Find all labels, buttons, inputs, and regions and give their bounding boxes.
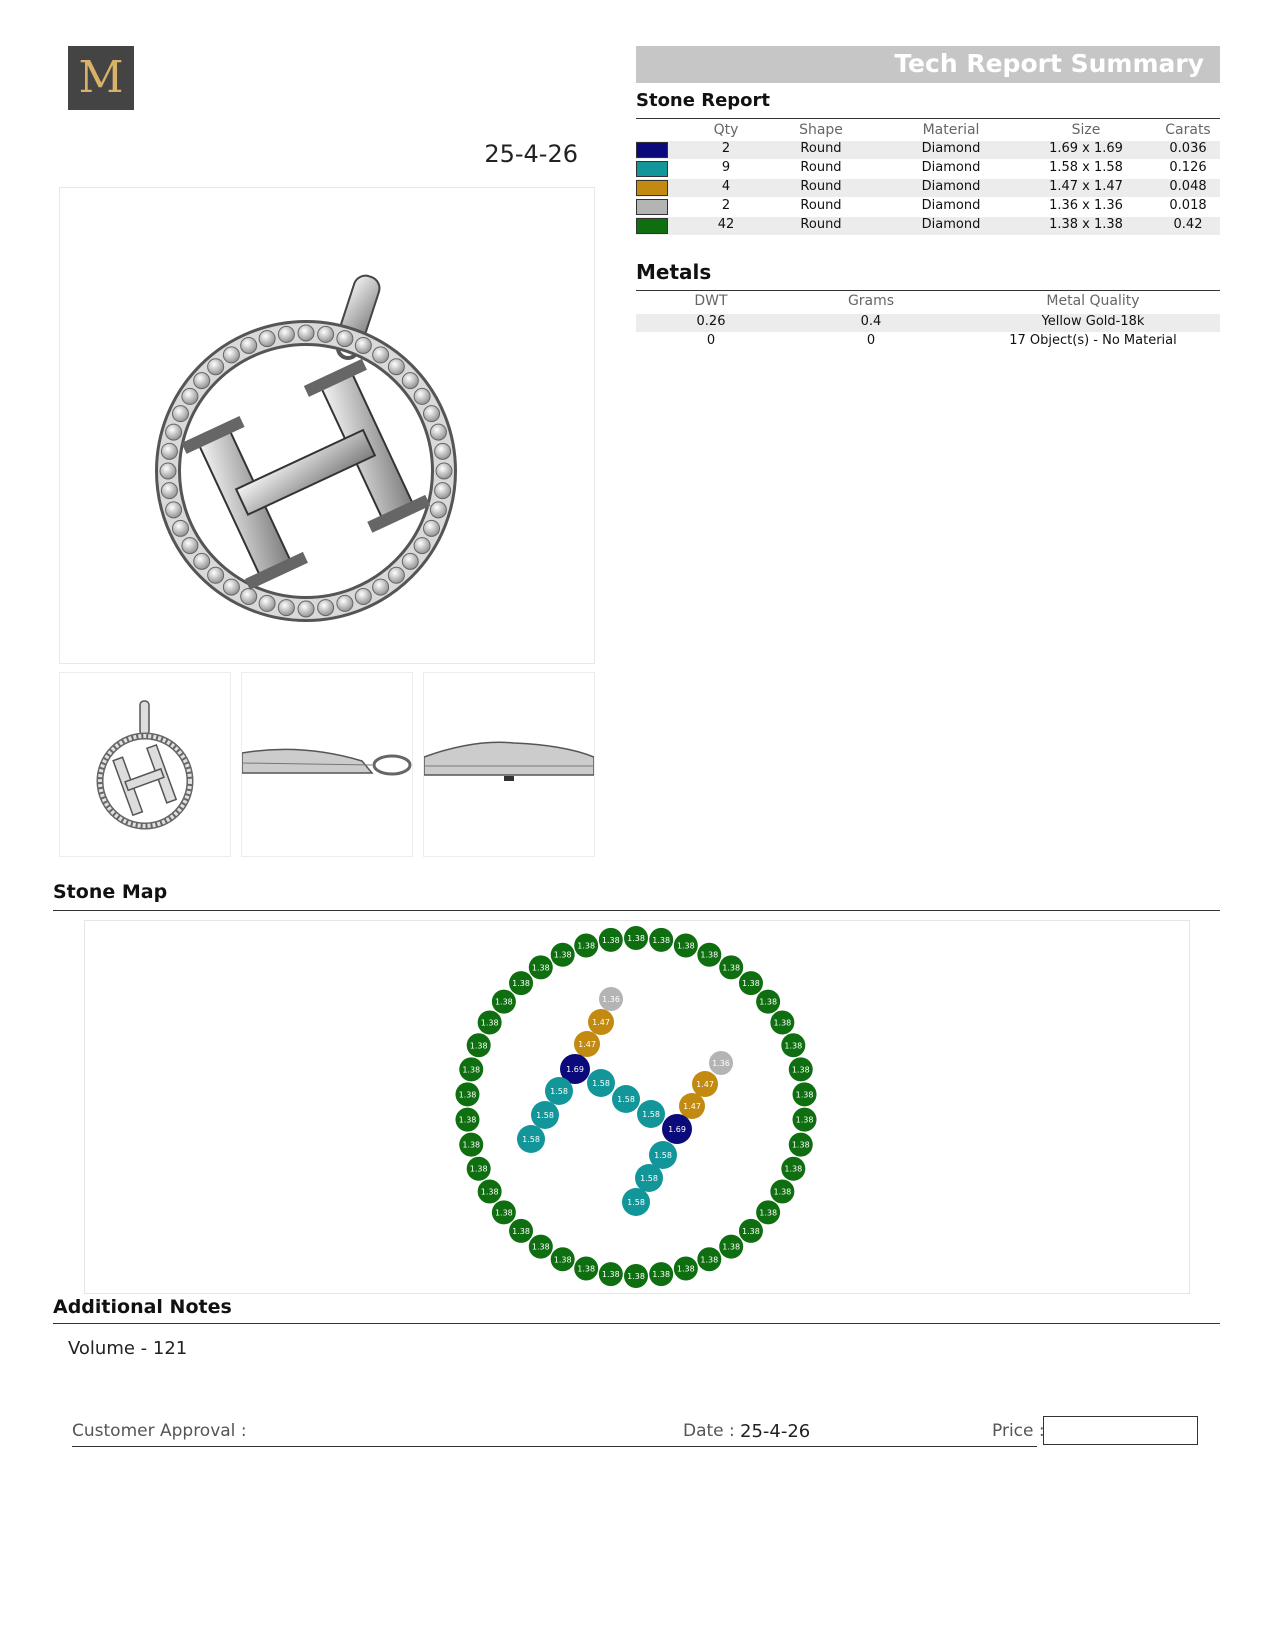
customer-approval-label: Customer Approval : [72, 1421, 247, 1441]
ring-gem [182, 538, 198, 554]
ring-gem [435, 443, 451, 459]
map-stone-gold [588, 1009, 614, 1035]
map-stone-green [509, 971, 533, 995]
map-stone-green-label: 1.38 [512, 979, 530, 989]
map-stone-teal [637, 1100, 665, 1128]
map-stone-green [789, 1057, 813, 1081]
ring-gem [430, 502, 446, 518]
cell-size: 1.47 x 1.47 [1049, 179, 1123, 194]
logo-letter: M [78, 52, 124, 103]
ring-gem [223, 347, 239, 363]
ring-gem [318, 600, 334, 616]
map-stone-green [478, 1180, 502, 1204]
map-stone-green-label: 1.38 [676, 941, 695, 951]
thumbnail-front-view[interactable] [59, 672, 231, 857]
ring-gem [161, 483, 177, 499]
main-render-view [59, 187, 595, 664]
map-stone-green [756, 990, 780, 1014]
map-stone-green [719, 1235, 743, 1259]
ring-gem [182, 388, 198, 404]
ring-gem [298, 601, 314, 617]
ring-gem [194, 553, 210, 569]
ring-gem [430, 424, 446, 440]
map-stone-teal [545, 1077, 573, 1105]
cell-carats: 0.018 [1169, 198, 1207, 213]
color-swatch [636, 142, 668, 158]
map-stone-green-label: 1.38 [676, 1264, 695, 1274]
map-stone-green [770, 1180, 794, 1204]
map-stone-green [551, 943, 575, 967]
stone-map-diagram [85, 921, 1189, 1293]
map-stone-green-label: 1.38 [494, 1208, 513, 1218]
map-stone-green [467, 1033, 491, 1057]
map-stone-green-label: 1.38 [722, 1242, 741, 1252]
ring-gem [355, 589, 371, 605]
map-stone-gray-label: 1.36 [602, 995, 620, 1004]
cell-dwt: 0.26 [696, 314, 726, 329]
map-stone-green-label: 1.38 [531, 963, 550, 973]
map-stone-green-label: 1.38 [601, 935, 620, 945]
map-stone-green-label: 1.38 [722, 963, 741, 973]
map-stone-green [529, 1235, 553, 1259]
stone-report-divider [636, 118, 1220, 119]
map-stone-green-label: 1.38 [742, 1226, 760, 1236]
map-stone-green-label: 1.38 [462, 1140, 481, 1150]
report-title-bar [636, 46, 1220, 83]
price-field[interactable] [1043, 1416, 1198, 1445]
ring-gem [424, 520, 440, 536]
cell-material: Diamond [921, 160, 981, 175]
map-stone-gold [679, 1093, 705, 1119]
map-stone-teal-label: 1.58 [592, 1079, 610, 1088]
cell-size: 1.58 x 1.58 [1049, 160, 1123, 175]
cell-grams: 0 [866, 333, 876, 348]
ring-gem [208, 359, 224, 375]
map-stone-green [459, 1133, 483, 1157]
ring-gem [388, 359, 404, 375]
table-row [636, 141, 1220, 159]
map-stone-gold [574, 1031, 600, 1057]
cell-grams: 0.4 [860, 314, 882, 329]
ring-gem [241, 589, 257, 605]
date-value: 25-4-26 [740, 1421, 811, 1442]
map-stone-green [739, 971, 763, 995]
map-stone-teal-label: 1.58 [640, 1174, 658, 1183]
ring-gem [402, 373, 418, 389]
ring-gem [259, 331, 275, 347]
map-stone-green [649, 1262, 673, 1286]
metals-divider [636, 290, 1220, 291]
ring-gem [318, 326, 334, 342]
cell-qty: 4 [721, 179, 731, 194]
cell-dwt: 0 [706, 333, 716, 348]
map-stone-green-label: 1.38 [577, 941, 596, 951]
map-stone-teal-label: 1.58 [627, 1198, 645, 1207]
thumbnail-side-view[interactable] [241, 672, 413, 857]
ring-gem [337, 331, 353, 347]
col-qty: Qty [713, 122, 739, 138]
col-metal-quality: Metal Quality [1046, 293, 1140, 309]
col-material: Material [922, 122, 980, 138]
report-title: Tech Report Summary [894, 49, 1204, 78]
map-stone-teal [531, 1101, 559, 1129]
map-stone-green [789, 1133, 813, 1157]
notes-divider [53, 1323, 1220, 1324]
map-stone-teal-label: 1.58 [550, 1087, 568, 1096]
ring-gem [259, 595, 275, 611]
map-stone-green [529, 955, 553, 979]
stone-map-heading: Stone Map [53, 881, 168, 903]
map-stone-green [478, 1011, 502, 1035]
table-row [636, 217, 1220, 235]
ring-gem [172, 406, 188, 422]
map-stone-green [509, 1219, 533, 1243]
map-stone-green [624, 926, 648, 950]
cell-carats: 0.048 [1169, 179, 1207, 194]
map-stone-green-label: 1.38 [791, 1140, 810, 1150]
map-stone-gold-label: 1.47 [578, 1040, 596, 1049]
map-stone-green-label: 1.38 [773, 1018, 792, 1028]
ring-gem [160, 463, 176, 479]
map-stone-green-label: 1.38 [773, 1187, 792, 1197]
map-stone-green [781, 1157, 805, 1181]
map-stone-green-label: 1.38 [784, 1164, 803, 1174]
map-stone-gold-label: 1.47 [683, 1102, 701, 1111]
cell-qty: 2 [721, 141, 731, 156]
ring-gem [373, 579, 389, 595]
cell-material: Diamond [921, 179, 981, 194]
ring-gem [161, 443, 177, 459]
map-stone-green [574, 1256, 598, 1280]
map-stone-green [459, 1057, 483, 1081]
metals-table-header [636, 293, 1220, 311]
color-swatch [636, 180, 668, 196]
ring-gem [172, 520, 188, 536]
ring-gem [388, 567, 404, 583]
map-stone-green [492, 990, 516, 1014]
map-stone-green [674, 934, 698, 958]
cell-qty: 2 [721, 198, 731, 213]
ring-gem [278, 600, 294, 616]
cell-carats: 0.036 [1169, 141, 1207, 156]
map-stone-green [739, 1219, 763, 1243]
side-view-render [242, 673, 412, 856]
ring-gem [402, 553, 418, 569]
map-stone-green [455, 1082, 479, 1106]
cell-shape: Round [800, 217, 842, 232]
map-stone-green-label: 1.38 [553, 1255, 572, 1265]
map-stone-teal [587, 1069, 615, 1097]
cell-qty: 42 [717, 217, 735, 232]
col-grams: Grams [847, 293, 895, 309]
map-stone-green-label: 1.38 [652, 1270, 671, 1280]
cell-shape: Round [800, 198, 842, 213]
map-stone-green-label: 1.38 [480, 1187, 499, 1197]
ring-gem [436, 463, 452, 479]
map-stone-green-label: 1.38 [469, 1041, 488, 1051]
table-row [636, 179, 1220, 197]
map-stone-teal [517, 1125, 545, 1153]
map-stone-green-label: 1.38 [601, 1270, 620, 1280]
date-label: Date : [683, 1421, 735, 1441]
cell-material: Diamond [921, 198, 981, 213]
ring-gem [223, 579, 239, 595]
notes-text: Volume - 121 [68, 1338, 188, 1359]
map-stone-blue [662, 1114, 692, 1144]
col-carats: Carats [1165, 122, 1211, 138]
map-stone-gold [692, 1071, 718, 1097]
map-stone-green-label: 1.38 [791, 1065, 810, 1075]
map-stone-green-label: 1.38 [700, 950, 719, 960]
map-stone-green [599, 928, 623, 952]
cell-size: 1.69 x 1.69 [1049, 141, 1123, 156]
table-row [636, 198, 1220, 216]
map-stone-green [781, 1033, 805, 1057]
ring-gem [194, 373, 210, 389]
map-stone-teal-label: 1.58 [617, 1095, 635, 1104]
notes-heading: Additional Notes [53, 1296, 232, 1318]
stone-map-panel [84, 920, 1190, 1294]
map-stone-green-label: 1.38 [652, 935, 671, 945]
map-stone-teal-label: 1.58 [522, 1135, 540, 1144]
map-stone-teal [612, 1085, 640, 1113]
cell-qty: 9 [721, 160, 731, 175]
map-stone-green-label: 1.38 [577, 1264, 596, 1274]
ring-gem [355, 337, 371, 353]
map-stone-green [574, 934, 598, 958]
stone-report-heading: Stone Report [636, 90, 771, 111]
cell-size: 1.36 x 1.36 [1049, 198, 1123, 213]
map-stone-green-label: 1.38 [462, 1065, 481, 1075]
cell-shape: Round [800, 141, 842, 156]
cell-size: 1.38 x 1.38 [1049, 217, 1123, 232]
ring-gem [241, 337, 257, 353]
front-view-render [60, 673, 230, 856]
map-stone-green [599, 1262, 623, 1286]
table-row [636, 314, 1220, 332]
ring-gem [298, 325, 314, 341]
map-stone-green [793, 1082, 817, 1106]
map-stone-green [649, 928, 673, 952]
map-stone-green-label: 1.38 [480, 1018, 499, 1028]
map-stone-teal-label: 1.58 [654, 1151, 672, 1160]
map-stone-green-label: 1.38 [553, 950, 572, 960]
col-dwt: DWT [694, 293, 728, 309]
table-row [636, 333, 1220, 351]
ring-gem [414, 538, 430, 554]
ring-gem [424, 406, 440, 422]
map-stone-green [697, 1247, 721, 1271]
map-stone-green-label: 1.38 [494, 997, 513, 1007]
map-stone-green [624, 1264, 648, 1288]
ring-gem [208, 567, 224, 583]
map-stone-green-label: 1.38 [627, 934, 645, 943]
map-stone-teal [635, 1164, 663, 1192]
map-stone-green [793, 1108, 817, 1132]
map-stone-gold-label: 1.47 [592, 1018, 610, 1027]
map-stone-green-label: 1.38 [742, 979, 760, 989]
map-stone-green-label: 1.38 [458, 1115, 477, 1125]
cell-material: Diamond [921, 217, 981, 232]
map-stone-green-label: 1.38 [531, 1242, 550, 1252]
stone-table-header [636, 122, 1220, 140]
map-stone-green-label: 1.38 [784, 1041, 803, 1051]
report-date: 25-4-26 [484, 140, 578, 168]
map-stone-green-label: 1.38 [759, 1208, 778, 1218]
ring-gem [166, 424, 182, 440]
price-label: Price : [992, 1421, 1045, 1441]
map-stone-green-label: 1.38 [795, 1115, 814, 1125]
ring-gem [166, 502, 182, 518]
cell-shape: Round [800, 179, 842, 194]
map-stone-green-label: 1.38 [627, 1272, 645, 1281]
map-stone-green-label: 1.38 [700, 1255, 719, 1265]
map-stone-teal [622, 1188, 650, 1216]
ring-gem [414, 388, 430, 404]
stone-map-divider [53, 910, 1220, 911]
map-stone-gray-label: 1.36 [712, 1059, 730, 1068]
cell-material: Diamond [921, 141, 981, 156]
map-stone-green-label: 1.38 [512, 1226, 530, 1236]
map-stone-green [770, 1011, 794, 1035]
map-stone-green [697, 943, 721, 967]
color-swatch [636, 218, 668, 234]
ring-gem [337, 595, 353, 611]
col-size: Size [1071, 122, 1101, 138]
map-stone-green-label: 1.38 [458, 1090, 477, 1100]
cell-carats: 0.126 [1169, 160, 1207, 175]
ring-gem [435, 483, 451, 499]
map-stone-blue-label: 1.69 [566, 1065, 584, 1074]
table-row [636, 160, 1220, 178]
map-stone-green [467, 1157, 491, 1181]
ring-gem [373, 347, 389, 363]
map-stone-green [455, 1108, 479, 1132]
cell-metal-quality: 17 Object(s) - No Material [1009, 333, 1177, 348]
map-stone-green [674, 1256, 698, 1280]
map-stone-green-label: 1.38 [469, 1164, 488, 1174]
cell-carats: 0.42 [1173, 217, 1203, 232]
thumbnail-edge-view[interactable] [423, 672, 595, 857]
map-stone-green [756, 1200, 780, 1224]
approval-signature-line [72, 1446, 1037, 1447]
map-stone-green [551, 1247, 575, 1271]
color-swatch [636, 161, 668, 177]
map-stone-green-label: 1.38 [759, 997, 778, 1007]
map-stone-green [492, 1200, 516, 1224]
map-stone-gold-label: 1.47 [696, 1080, 714, 1089]
company-logo [68, 46, 134, 110]
map-stone-blue-label: 1.69 [668, 1125, 686, 1134]
map-stone-teal-label: 1.58 [536, 1111, 554, 1120]
edge-view-render [424, 673, 594, 856]
metals-heading: Metals [636, 260, 712, 284]
cell-metal-quality: Yellow Gold-18k [1041, 314, 1145, 329]
cell-shape: Round [800, 160, 842, 175]
map-stone-green [719, 955, 743, 979]
map-stone-gray [599, 987, 623, 1011]
map-stone-teal-label: 1.58 [642, 1110, 660, 1119]
ring-gem [278, 326, 294, 342]
map-stone-green-label: 1.38 [795, 1090, 814, 1100]
pendant-render [60, 188, 594, 663]
map-stone-gray [709, 1051, 733, 1075]
col-shape: Shape [799, 122, 843, 138]
color-swatch [636, 199, 668, 215]
